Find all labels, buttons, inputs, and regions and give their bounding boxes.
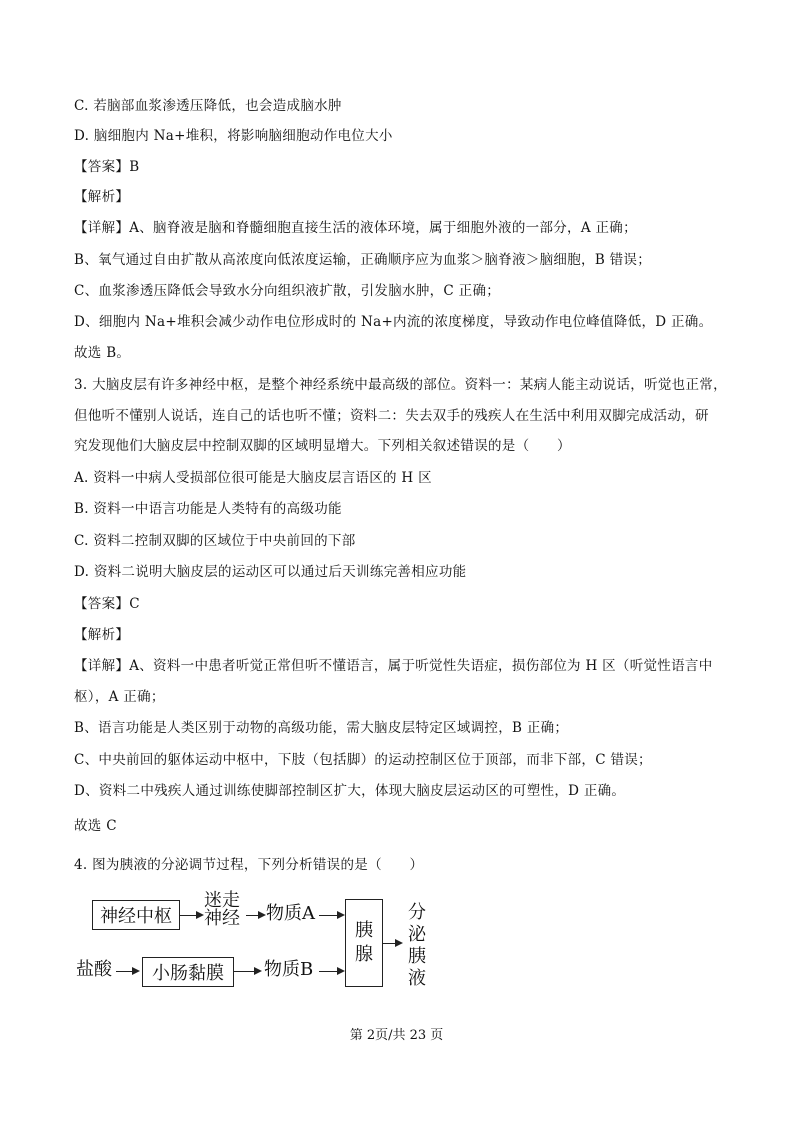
substance-b-label: 物质B bbox=[264, 959, 314, 980]
detail-c-q2: C、血浆渗透压降低会导致水分向组织液扩散，引发脑水肿，C 正确； bbox=[74, 283, 501, 299]
option-c-q3: C. 资料二控制双脚的区域位于中央前回的下部 bbox=[74, 533, 356, 549]
analysis-heading-q3: 【解析】 bbox=[74, 627, 130, 643]
page-footer: 第 2页/共 23 页 bbox=[349, 1028, 444, 1043]
detail-b-q3: B、语言功能是人类区别于动物的高级功能，需大脑皮层特定区域调控，B 正确； bbox=[74, 720, 569, 736]
question-3-stem-line1: 3. 大脑皮层有许多神经中枢，是整个神经系统中最高级的部位。资料一：某病人能主动说话，听觉也正常， bbox=[74, 377, 727, 393]
conclusion-q3: 故选 C bbox=[74, 818, 117, 834]
vagus-nerve-label: 迷走神经 bbox=[204, 890, 240, 929]
pancreas-box bbox=[345, 899, 383, 987]
hydrochloric-acid-label: 盐酸 bbox=[76, 959, 112, 980]
arrow-intestine-to-b bbox=[234, 971, 260, 972]
substance-a-label: 物质A bbox=[266, 903, 315, 924]
question-4-stem: 4. 图为胰液的分泌调节过程，下列分析错误的是（ ） bbox=[74, 857, 424, 873]
question-3-stem-line3: 究发现他们大脑皮层中控制双脚的区域明显增大。下列相关叙述错误的是（ ） bbox=[74, 438, 571, 454]
answer-q2: 【答案】B bbox=[74, 159, 140, 175]
detail-a-q2: 【详解】A、脑脊液是脑和脊髓细胞直接生活的液体环境，属于细胞外液的一部分，A 正确； bbox=[74, 220, 637, 236]
pancreas-label: 胰腺 bbox=[355, 920, 373, 965]
option-c-q2: C. 若脑部血浆渗透压降低，也会造成脑水肿 bbox=[74, 98, 342, 114]
option-a-q3: A. 资料一中病人受损部位很可能是大脑皮层言语区的 H 区 bbox=[74, 470, 432, 486]
intestinal-mucosa-box: 小肠黏膜 bbox=[142, 957, 234, 987]
arrow-nerve-to-vagus bbox=[180, 915, 202, 916]
nerve-center-box: 神经中枢 bbox=[92, 900, 180, 930]
detail-b-q2: B、氧气通过自由扩散从高浓度向低浓度运输，正确顺序应为血浆＞脑脊液＞脑细胞，B 错误； bbox=[74, 252, 652, 268]
arrow-hcl-to-intestine bbox=[116, 971, 138, 972]
question-3-stem-line2: 但他听不懂别人说话，连自己的话也听不懂；资料二：失去双手的残疾人在生活中利用双脚完成活动，研 bbox=[74, 408, 709, 424]
arrow-pancreas-to-secretion bbox=[383, 943, 401, 944]
detail-a-q3-line2: 枢），A 正确； bbox=[74, 689, 165, 705]
detail-d-q2: D、细胞内 Na+堆积会减少动作电位形成时的 Na+内流的浓度梯度，导致动作电位峰值降低，D 正确。 bbox=[74, 314, 713, 330]
option-b-q3: B. 资料一中语言功能是人类特有的高级功能 bbox=[74, 501, 342, 517]
pancreatic-secretion-diagram bbox=[76, 886, 436, 996]
detail-c-q3: C、中央前回的躯体运动中枢中，下肢（包括脚）的运动控制区位于顶部，而非下部，C 错误； bbox=[74, 752, 652, 768]
option-d-q3: D. 资料二说明大脑皮层的运动区可以通过后天训练完善相应功能 bbox=[74, 564, 467, 580]
answer-q3: 【答案】C bbox=[74, 596, 140, 612]
analysis-heading-q2: 【解析】 bbox=[74, 189, 130, 205]
arrow-b-to-pancreas bbox=[319, 971, 343, 972]
arrow-a-to-pancreas bbox=[319, 915, 343, 916]
detail-d-q3: D、资料二中残疾人通过训练使脚部控制区扩大，体现大脑皮层运动区的可塑性，D 正确。 bbox=[74, 783, 626, 799]
detail-a-q3-line1: 【详解】A、资料一中患者听觉正常但听不懂语言，属于听觉性失语症，损伤部位为 H 区（听觉性语言中 bbox=[74, 658, 713, 674]
option-d-q2: D. 脑细胞内 Na+堆积，将影响脑细胞动作电位大小 bbox=[74, 128, 393, 144]
secrete-pancreatic-juice-label: 分泌胰液 bbox=[408, 902, 426, 989]
arrow-vagus-to-a bbox=[246, 915, 264, 916]
conclusion-q2: 故选 B。 bbox=[74, 345, 131, 361]
